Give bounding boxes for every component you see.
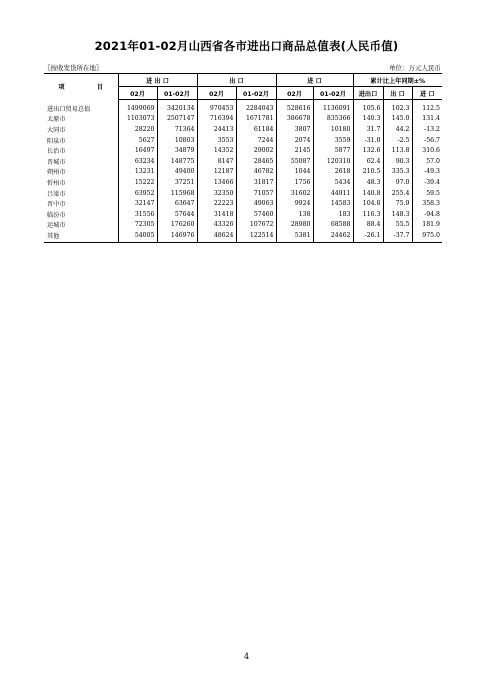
cell-total-janfeb: 10803 xyxy=(157,135,197,146)
cell-total-feb: 5627 xyxy=(118,135,157,146)
cell-export-janfeb: 71057 xyxy=(236,188,276,199)
cell-yoy-total: 105.6 xyxy=(353,100,383,114)
cell-total-janfeb: 176260 xyxy=(157,220,197,231)
cell-total-feb: 28220 xyxy=(118,124,157,135)
cell-total-janfeb: 2507147 xyxy=(157,114,197,125)
group-header-import: 进 口 xyxy=(276,74,353,87)
cell-yoy-export: 75.9 xyxy=(383,198,412,209)
row-label: 晋中市 xyxy=(47,201,66,209)
cell-export-janfeb: 122514 xyxy=(236,230,276,242)
cell-import-feb: 1756 xyxy=(276,177,313,188)
table-row xyxy=(44,156,442,167)
cell-import-janfeb: 68588 xyxy=(313,220,353,231)
cell-import-janfeb: 120310 xyxy=(313,156,353,167)
cell-yoy-import: -13.2 xyxy=(412,124,442,135)
cell-yoy-export: -37.7 xyxy=(383,230,412,242)
cell-yoy-export: -2.5 xyxy=(383,135,412,146)
table-row xyxy=(44,188,442,199)
cell-export-janfeb: 31817 xyxy=(236,177,276,188)
location-basis-note: 〖按收发货所在地〗 xyxy=(44,64,103,72)
row-label: 朔州市 xyxy=(47,169,66,177)
cell-total-janfeb: 37251 xyxy=(157,177,197,188)
row-label: 进出口贸易总值 xyxy=(47,105,91,113)
subheader-export-janfeb: 01-02月 xyxy=(236,87,276,100)
cell-import-janfeb: 5877 xyxy=(313,145,353,156)
group-header-total: 进 出 口 xyxy=(118,74,197,87)
row-label: 阳泉市 xyxy=(47,137,66,145)
table-row xyxy=(44,230,442,242)
cell-yoy-export: 102.3 xyxy=(383,100,412,114)
subheader-yoy-import: 进 口 xyxy=(412,87,442,100)
cell-total-feb: 31556 xyxy=(118,209,157,220)
cell-import-janfeb: 44911 xyxy=(313,188,353,199)
cell-export-feb: 8147 xyxy=(197,156,236,167)
cell-import-janfeb: 183 xyxy=(313,209,353,220)
cell-yoy-total: 88.4 xyxy=(353,220,383,231)
table-row xyxy=(44,220,442,231)
cell-yoy-total: 140.8 xyxy=(353,188,383,199)
cell-yoy-import: 112.5 xyxy=(412,100,442,114)
table-row xyxy=(44,100,442,114)
row-label: 吕梁市 xyxy=(47,190,66,198)
item-column-header xyxy=(44,74,118,100)
cell-export-feb: 3553 xyxy=(197,135,236,146)
cell-export-janfeb: 61184 xyxy=(236,124,276,135)
cell-total-janfeb: 3420134 xyxy=(157,100,197,114)
cell-yoy-export: 113.8 xyxy=(383,145,412,156)
item-header-char2: 目 xyxy=(96,84,104,92)
cell-export-feb: 43326 xyxy=(197,220,236,231)
cell-yoy-total: 104.8 xyxy=(353,198,383,209)
cell-export-janfeb: 7244 xyxy=(236,135,276,146)
cell-total-feb: 63952 xyxy=(118,188,157,199)
cell-yoy-export: 145.0 xyxy=(383,114,412,125)
cell-yoy-import: -39.4 xyxy=(412,177,442,188)
cell-total-feb: 1103073 xyxy=(118,114,157,125)
cell-export-feb: 31418 xyxy=(197,209,236,220)
cell-export-janfeb: 28465 xyxy=(236,156,276,167)
table-row xyxy=(44,167,442,178)
cell-export-janfeb: 29002 xyxy=(236,145,276,156)
page-title: 2021年01-02月山西省各市进出口商品总值表(人民币值) xyxy=(94,39,399,53)
cell-yoy-import: 975.0 xyxy=(412,230,442,242)
cell-export-feb: 970453 xyxy=(197,100,236,114)
cell-yoy-total: 210.5 xyxy=(353,167,383,178)
row-label: 大同市 xyxy=(47,126,66,134)
cell-export-feb: 48624 xyxy=(197,230,236,242)
cell-total-janfeb: 146976 xyxy=(157,230,197,242)
item-header-char1: 项 xyxy=(58,84,65,92)
cell-total-feb: 72305 xyxy=(118,220,157,231)
page-number: 4 xyxy=(243,652,250,661)
cell-import-janfeb: 5434 xyxy=(313,177,353,188)
row-label: 临汾市 xyxy=(47,211,66,219)
cell-total-feb: 1499069 xyxy=(118,100,157,114)
trade-value-table xyxy=(44,73,442,243)
cell-export-janfeb: 1671781 xyxy=(236,114,276,125)
cell-export-janfeb: 2284043 xyxy=(236,100,276,114)
cell-yoy-import: 181.9 xyxy=(412,220,442,231)
cell-yoy-total: -31.0 xyxy=(353,135,383,146)
cell-yoy-export: 55.5 xyxy=(383,220,412,231)
table-row xyxy=(44,209,442,220)
cell-import-janfeb: 10180 xyxy=(313,124,353,135)
subheader-import-feb: 02月 xyxy=(276,87,313,100)
cell-yoy-total: 132.6 xyxy=(353,145,383,156)
cell-export-feb: 14352 xyxy=(197,145,236,156)
cell-total-janfeb: 63647 xyxy=(157,198,197,209)
cell-import-feb: 9924 xyxy=(276,198,313,209)
cell-total-feb: 54005 xyxy=(118,230,157,242)
cell-import-janfeb: 14583 xyxy=(313,198,353,209)
cell-total-janfeb: 71364 xyxy=(157,124,197,135)
row-label: 晋城市 xyxy=(47,158,66,166)
table-row xyxy=(44,198,442,209)
cell-yoy-total: 62.4 xyxy=(353,156,383,167)
cell-yoy-import: 59.5 xyxy=(412,188,442,199)
subheader-yoy-total: 进出口 xyxy=(353,87,383,100)
cell-total-feb: 13231 xyxy=(118,167,157,178)
subheader-export-feb: 02月 xyxy=(197,87,236,100)
cell-import-feb: 5381 xyxy=(276,230,313,242)
table-row xyxy=(44,145,442,156)
cell-yoy-export: 335.3 xyxy=(383,167,412,178)
cell-export-janfeb: 46782 xyxy=(236,167,276,178)
cell-import-janfeb: 1136091 xyxy=(313,100,353,114)
row-label: 运城市 xyxy=(47,222,66,230)
row-label: 长治市 xyxy=(47,148,66,156)
cell-import-janfeb: 3559 xyxy=(313,135,353,146)
cell-export-feb: 32350 xyxy=(197,188,236,199)
cell-export-feb: 716394 xyxy=(197,114,236,125)
cell-export-janfeb: 57460 xyxy=(236,209,276,220)
cell-total-janfeb: 34879 xyxy=(157,145,197,156)
cell-yoy-total: 31.7 xyxy=(353,124,383,135)
cell-export-feb: 24413 xyxy=(197,124,236,135)
cell-yoy-total: -26.1 xyxy=(353,230,383,242)
cell-import-feb: 55087 xyxy=(276,156,313,167)
cell-yoy-import: -49.3 xyxy=(412,167,442,178)
cell-export-feb: 12187 xyxy=(197,167,236,178)
cell-yoy-total: 48.3 xyxy=(353,177,383,188)
group-header-yoy: 累计比上年同期±% xyxy=(353,74,442,87)
cell-export-feb: 22223 xyxy=(197,198,236,209)
cell-import-feb: 31602 xyxy=(276,188,313,199)
cell-yoy-export: 97.0 xyxy=(383,177,412,188)
cell-total-janfeb: 115968 xyxy=(157,188,197,199)
table-row xyxy=(44,135,442,146)
table-row xyxy=(44,114,442,125)
subheader-yoy-export: 出 口 xyxy=(383,87,412,100)
cell-import-feb: 1044 xyxy=(276,167,313,178)
cell-yoy-export: 44.2 xyxy=(383,124,412,135)
cell-import-janfeb: 2618 xyxy=(313,167,353,178)
subheader-total-janfeb: 01-02月 xyxy=(157,87,197,100)
cell-import-feb: 528616 xyxy=(276,100,313,114)
cell-export-feb: 13466 xyxy=(197,177,236,188)
cell-import-feb: 138 xyxy=(276,209,313,220)
cell-export-janfeb: 107672 xyxy=(236,220,276,231)
cell-total-feb: 15222 xyxy=(118,177,157,188)
subheader-total-feb: 02月 xyxy=(118,87,157,100)
cell-yoy-export: 255.4 xyxy=(383,188,412,199)
cell-total-feb: 32147 xyxy=(118,198,157,209)
group-header-export: 出 口 xyxy=(197,74,276,87)
cell-yoy-export: 148.3 xyxy=(383,209,412,220)
cell-import-feb: 3807 xyxy=(276,124,313,135)
cell-export-janfeb: 49063 xyxy=(236,198,276,209)
subheader-import-janfeb: 01-02月 xyxy=(313,87,353,100)
row-label: 忻州市 xyxy=(47,179,66,187)
cell-total-feb: 63234 xyxy=(118,156,157,167)
cell-yoy-import: -94.8 xyxy=(412,209,442,220)
cell-yoy-import: 57.0 xyxy=(412,156,442,167)
row-label: 太原市 xyxy=(47,116,66,124)
cell-yoy-import: -56.7 xyxy=(412,135,442,146)
cell-import-janfeb: 835366 xyxy=(313,114,353,125)
cell-yoy-import: 310.6 xyxy=(412,145,442,156)
cell-import-feb: 2074 xyxy=(276,135,313,146)
cell-import-feb: 2145 xyxy=(276,145,313,156)
cell-total-feb: 16497 xyxy=(118,145,157,156)
cell-yoy-import: 358.3 xyxy=(412,198,442,209)
cell-yoy-total: 140.3 xyxy=(353,114,383,125)
cell-yoy-total: 116.3 xyxy=(353,209,383,220)
cell-total-janfeb: 57644 xyxy=(157,209,197,220)
row-label: 其他 xyxy=(44,230,118,242)
table-row xyxy=(44,124,442,135)
cell-total-janfeb: 49400 xyxy=(157,167,197,178)
cell-import-feb: 386678 xyxy=(276,114,313,125)
cell-import-janfeb: 24462 xyxy=(313,230,353,242)
cell-total-janfeb: 148775 xyxy=(157,156,197,167)
unit-label: 单位：万元人民币 xyxy=(389,64,441,72)
table-row xyxy=(44,177,442,188)
cell-yoy-export: 90.3 xyxy=(383,156,412,167)
cell-import-feb: 28980 xyxy=(276,220,313,231)
cell-yoy-import: 131.4 xyxy=(412,114,442,125)
